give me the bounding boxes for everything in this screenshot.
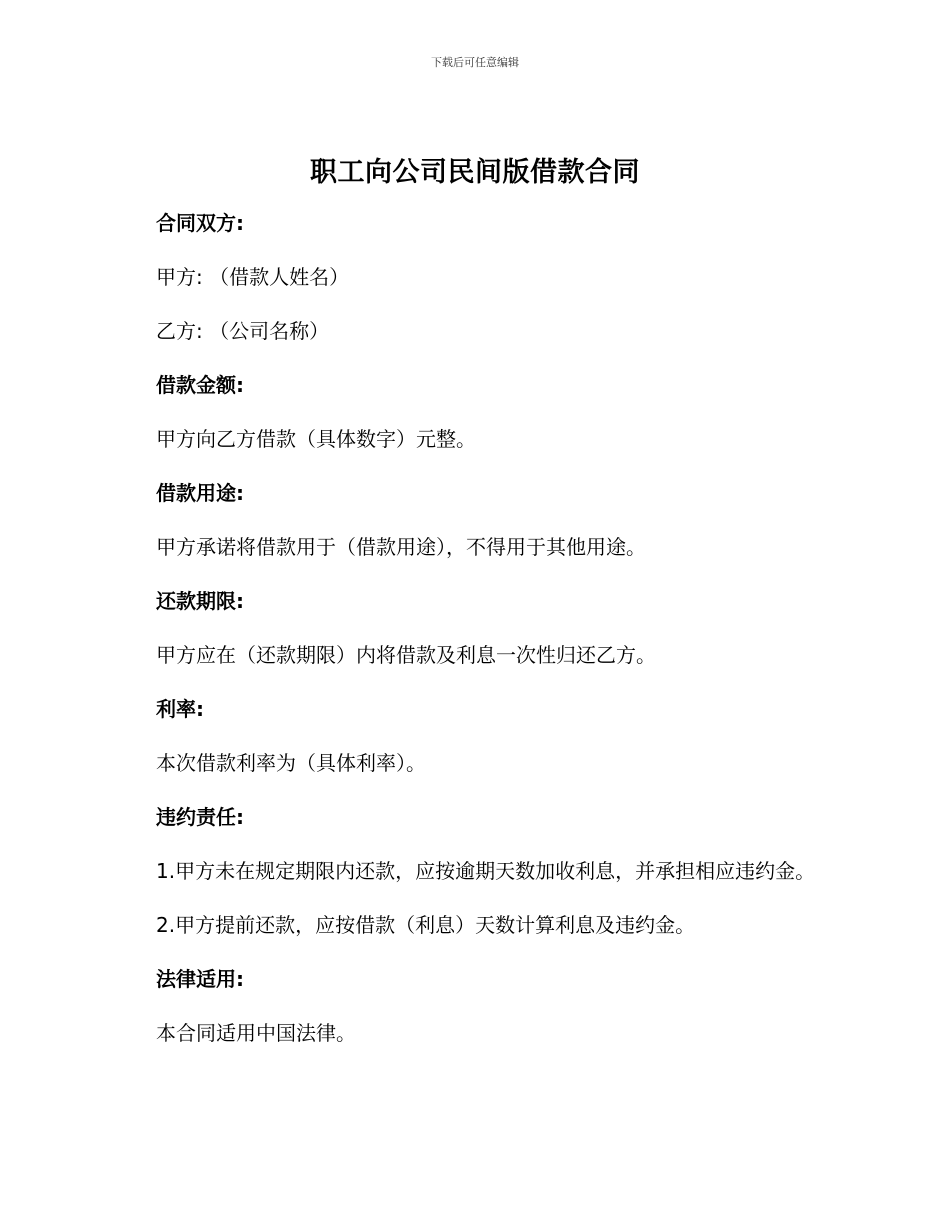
document-body	[112, 196, 832, 1060]
breach-item-1: 1.甲方未在规定期限内还款，应按逾期天数加收利息，并承担相应违约金。	[156, 859, 816, 883]
breach-item-2: 2.甲方提前还款，应按借款（利息）天数计算利息及违约金。	[156, 913, 696, 937]
parties-heading: 合同双方:	[156, 211, 244, 235]
breach-heading: 违约责任:	[156, 805, 244, 829]
party-a-line: 甲方: （借款人姓名）	[156, 265, 350, 289]
purpose-text: 甲方承诺将借款用于（借款用途），不得用于其他用途。	[156, 535, 646, 559]
amount-heading: 借款金额:	[156, 373, 244, 397]
law-heading: 法律适用:	[156, 967, 244, 991]
term-heading: 还款期限:	[156, 589, 244, 613]
rate-heading: 利率:	[156, 697, 204, 721]
purpose-heading: 借款用途:	[156, 481, 244, 505]
document-title: 职工向公司民间版借款合同	[310, 157, 640, 188]
law-text: 本合同适用中国法律。	[156, 1021, 356, 1045]
header-note: 下载后可任意编辑	[431, 56, 519, 69]
term-text: 甲方应在（还款期限）内将借款及利息一次性归还乙方。	[156, 643, 656, 667]
party-b-line: 乙方: （公司名称）	[156, 319, 330, 343]
rate-text: 本次借款利率为（具体利率）。	[156, 751, 426, 775]
amount-text: 甲方向乙方借款（具体数字）元整。	[156, 427, 476, 451]
